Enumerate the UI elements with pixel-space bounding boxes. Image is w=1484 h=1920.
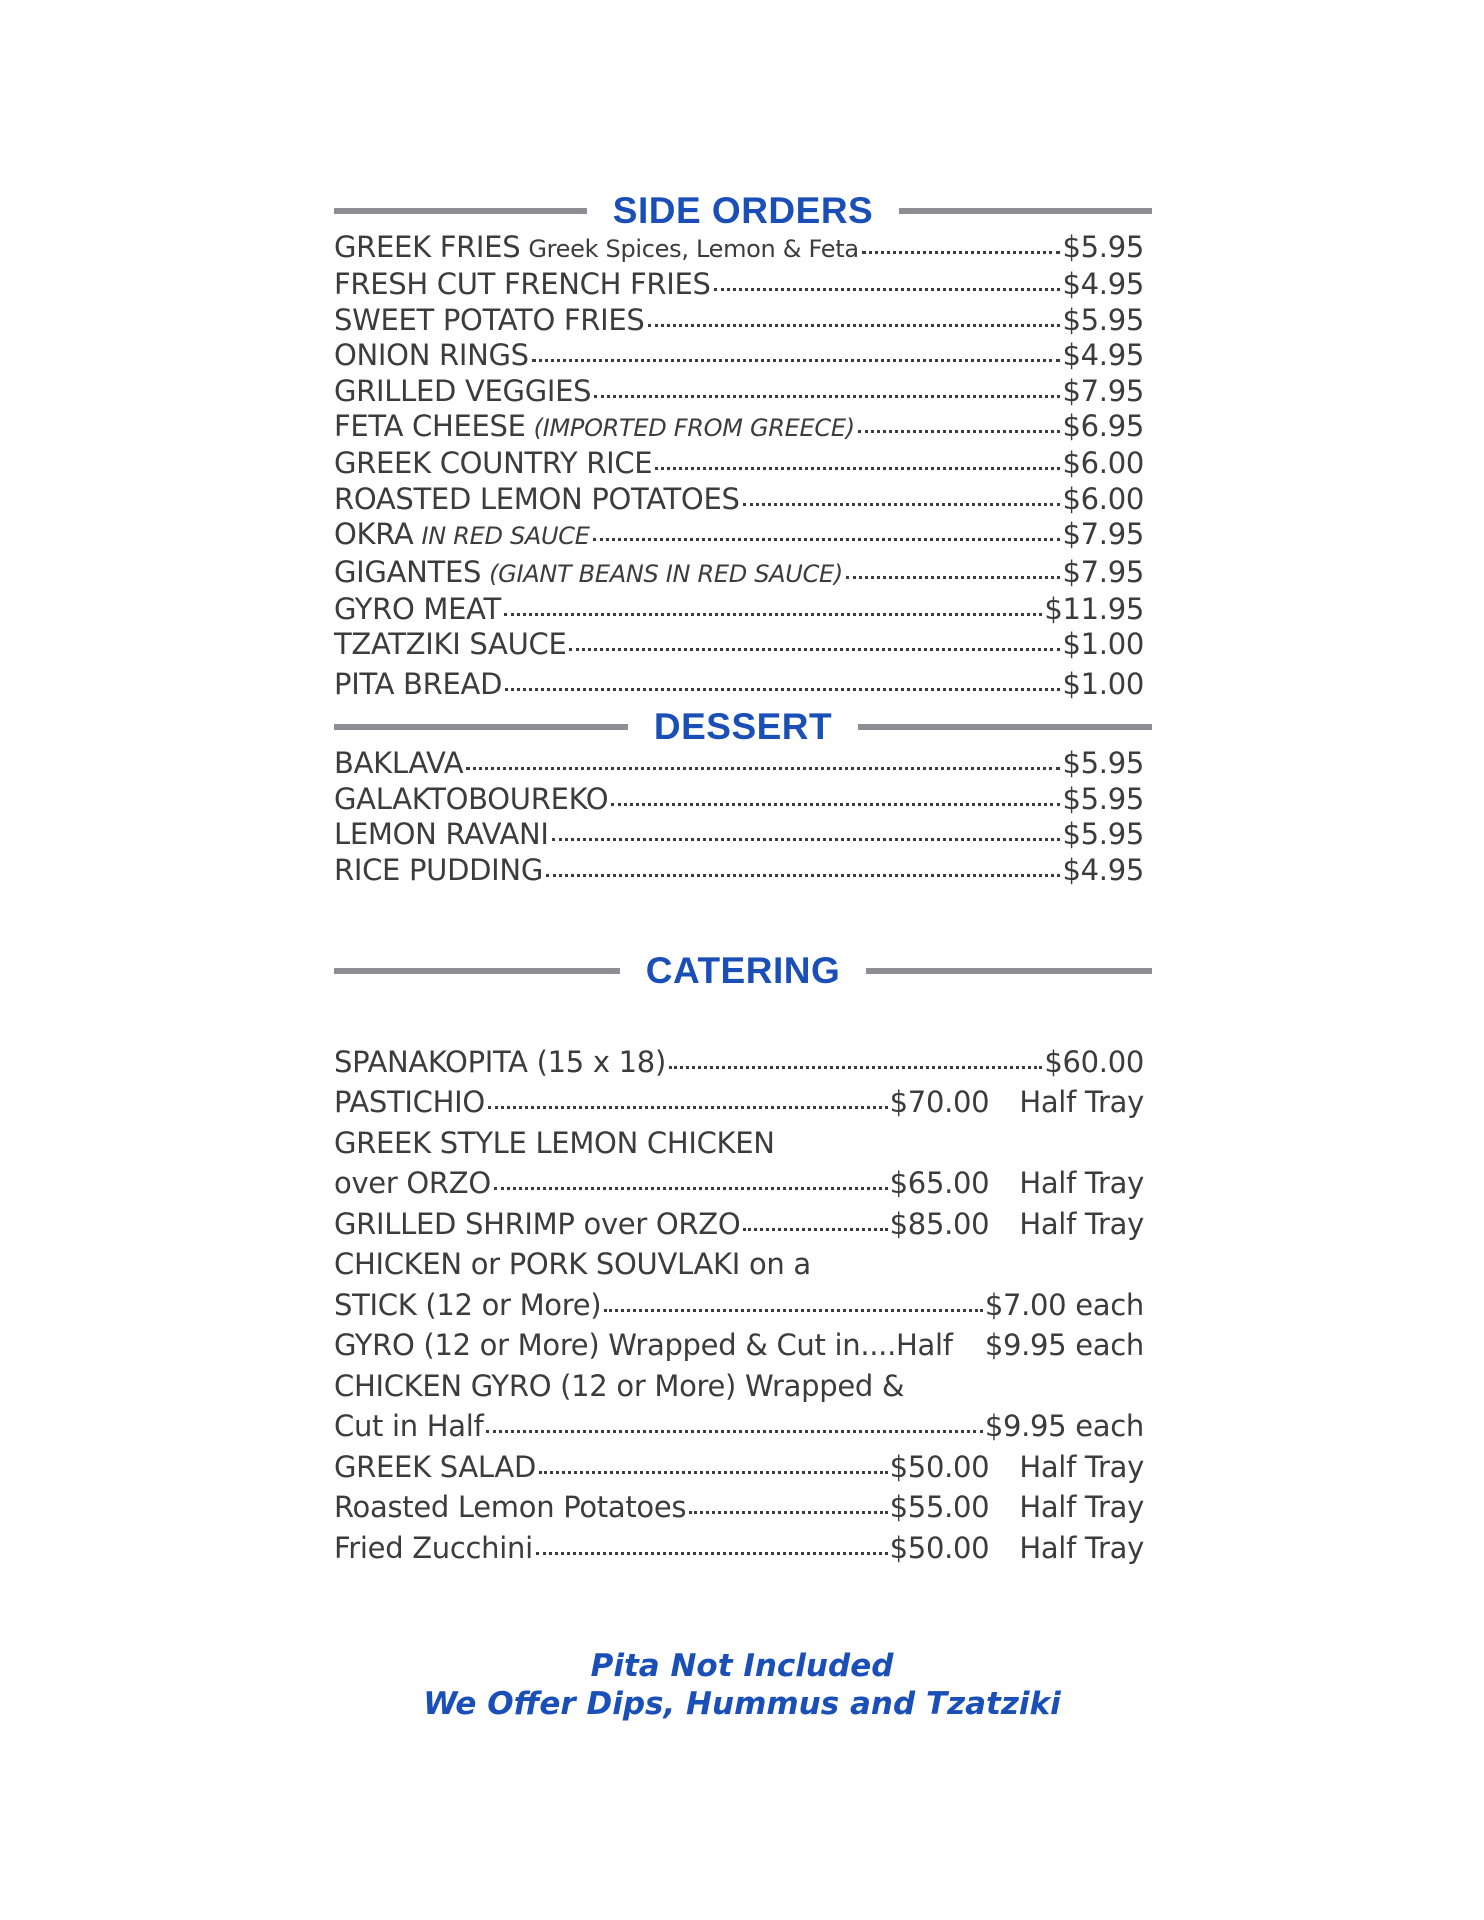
item-name: GREEK FRIES [334,230,521,264]
dot-leader [611,803,1060,806]
menu-item [334,303,1144,338]
item-note: Greek Spices, Lemon & Feta [528,235,859,263]
item-name: GRILLED SHRIMP over ORZO [334,1206,741,1241]
menu-item [334,555,1144,592]
section-title: DESSERT [653,706,833,748]
item-price: $65.00 [889,1166,990,1201]
dot-leader [846,576,1061,579]
catering-item [334,1447,1144,1488]
header-rule-right [858,724,1152,730]
dot-leader [594,395,1060,398]
footer-line-pita: Pita Not Included [590,1648,894,1684]
item-name: PITA BREAD [334,666,503,701]
item-line [334,1204,989,1245]
item-name: STICK (12 or More) [334,1287,602,1322]
item-price: $6.95 [1062,409,1144,444]
item-name: GIGANTES [334,554,482,589]
dot-leader [689,1511,887,1514]
item-name: FETA CHEESE [334,409,526,444]
catering-item [334,1204,1144,1245]
item-name: LEMON RAVANI [334,817,549,852]
item-name: BAKLAVA [334,746,464,781]
side-orders-header [334,190,1152,232]
item-line [334,1528,989,1569]
catering-item [334,1528,1144,1569]
dot-leader [539,1471,888,1474]
menu-item [334,230,1144,267]
catering-item [334,1163,1144,1204]
item-price: $5.95 [1062,230,1144,264]
dot-leader [669,1066,1042,1069]
menu-item [334,338,1144,373]
item-line [334,1163,989,1204]
item-name: RICE PUDDING [334,852,543,887]
item-price: $70.00 [889,1085,990,1120]
catering-list [334,1042,1144,1569]
menu-item [334,482,1144,517]
item-price: $1.00 [1062,666,1144,701]
section-title: SIDE ORDERS [612,190,874,231]
item-name: GREEK SALAD [334,1449,536,1484]
item-price: $9.95 each [984,1328,1144,1363]
item-name: FRESH CUT FRENCH FRIES [334,267,711,302]
menu [334,190,1152,1568]
dot-leader [593,538,1061,541]
dot-leader [486,1430,982,1433]
dot-leader [743,1228,887,1231]
dot-leader [546,874,1060,877]
dot-leader [505,688,1060,691]
header-rule-left [334,968,620,974]
dot-leader [504,613,1042,616]
item-name: SWEET POTATO FRIES [334,302,645,337]
dot-leader [536,1552,888,1555]
tray-size: Half Tray [1019,1490,1144,1525]
item-name: GALAKTOBOUREKO [334,781,609,816]
tray-size: Half Tray [1019,1206,1144,1241]
item-price: $5.95 [1062,781,1144,816]
dot-leader [488,1106,888,1109]
menu-item [334,627,1144,662]
dot-leader [532,359,1061,362]
catering-item-text [334,1123,1144,1164]
tray-size: Half Tray [1019,1085,1144,1120]
header-rule-left [334,208,587,214]
tray-size: Half Tray [1019,1530,1144,1565]
item-name: ONION RINGS [334,338,529,373]
menu-item [334,853,1144,888]
side-orders-list [334,230,1144,702]
item-price: $7.95 [1062,517,1144,552]
footer-line-dips: We Offer Dips, Hummus and Tzatziki [423,1686,1061,1722]
item-price: $9.95 each [984,1409,1144,1444]
catering-item-text [334,1366,1144,1407]
menu-item [334,746,1144,781]
menu-item [334,517,1144,554]
item-name: CHICKEN or PORK SOUVLAKI on a [334,1247,811,1282]
item-name: SPANAKOPITA (15 x 18) [334,1044,666,1079]
dot-leader [552,838,1061,841]
item-name: Fried Zucchini [334,1530,533,1565]
item-line [334,1082,989,1123]
menu-item [334,267,1144,302]
item-name: Cut in Half [334,1409,484,1444]
menu-item [334,782,1144,817]
dessert-list [334,746,1144,888]
item-price: $5.95 [1062,302,1144,337]
item-note: IN RED SAUCE [421,522,590,551]
dot-leader [862,251,1061,254]
item-line [334,1447,989,1488]
item-price: $7.95 [1062,373,1144,408]
menu-item [334,817,1144,852]
dot-leader [466,767,1060,770]
header-rule-right [899,208,1152,214]
item-note: (GIANT BEANS IN RED SAUCE) [489,559,843,588]
item-price: $5.95 [1062,817,1144,852]
item-price: $4.95 [1062,338,1144,373]
catering-item [334,1487,1144,1528]
item-name: OKRA [334,517,414,552]
item-price: $85.00 [889,1206,990,1241]
item-price: $5.95 [1062,746,1144,781]
dessert-header [334,706,1152,748]
item-line [334,1487,989,1528]
item-price: $55.00 [889,1490,990,1525]
item-name: over ORZO [334,1166,491,1201]
dot-leader [494,1187,888,1190]
item-price: $4.95 [1062,852,1144,887]
item-price: $6.00 [1062,481,1144,516]
item-price: $7.00 each [984,1287,1144,1322]
item-price: $6.00 [1062,446,1144,481]
item-note: (IMPORTED FROM GREECE) [533,414,855,443]
item-name: GRILLED VEGGIES [334,373,592,408]
item-price: $1.00 [1062,627,1144,662]
menu-item [334,409,1144,446]
catering-item [334,1042,1144,1083]
item-price: $50.00 [889,1530,990,1565]
menu-item [334,667,1144,702]
item-name: CHICKEN GYRO (12 or More) Wrapped & [334,1368,905,1403]
item-name: GREEK STYLE LEMON CHICKEN [334,1125,775,1160]
dot-leader [858,430,1061,433]
footer-note [0,1647,1484,1723]
item-name: GYRO MEAT [334,592,501,627]
catering-item [334,1406,1144,1447]
dot-leader [569,648,1060,651]
dot-leader [655,467,1060,470]
item-name: TZATZIKI SAUCE [334,627,567,662]
item-price: $11.95 [1044,592,1144,627]
menu-item [334,446,1144,481]
item-name: GREEK COUNTRY RICE [334,446,653,481]
item-price: $4.95 [1062,267,1144,302]
dot-leader [714,288,1061,291]
item-name: ROASTED LEMON POTATOES [334,481,740,516]
tray-size: Half Tray [1019,1449,1144,1484]
catering-item-text [334,1244,1144,1285]
item-name: Roasted Lemon Potatoes [334,1490,687,1525]
item-name: GYRO (12 or More) Wrapped & Cut in....Half [334,1328,953,1363]
item-price: $7.95 [1062,554,1144,589]
dot-leader [604,1309,983,1312]
item-price: $50.00 [889,1449,990,1484]
section-title: CATERING [645,949,841,991]
dot-leader [743,503,1061,506]
menu-item [334,592,1144,627]
catering-item [334,1082,1144,1123]
item-name: PASTICHIO [334,1085,485,1120]
header-rule-left [334,724,628,730]
header-rule-right [866,968,1152,974]
dot-leader [648,324,1061,327]
tray-size: Half Tray [1019,1166,1144,1201]
item-price: $60.00 [1044,1044,1144,1079]
catering-item [334,1325,1144,1366]
catering-item [334,1285,1144,1326]
catering-header [334,950,1152,992]
menu-item [334,374,1144,409]
